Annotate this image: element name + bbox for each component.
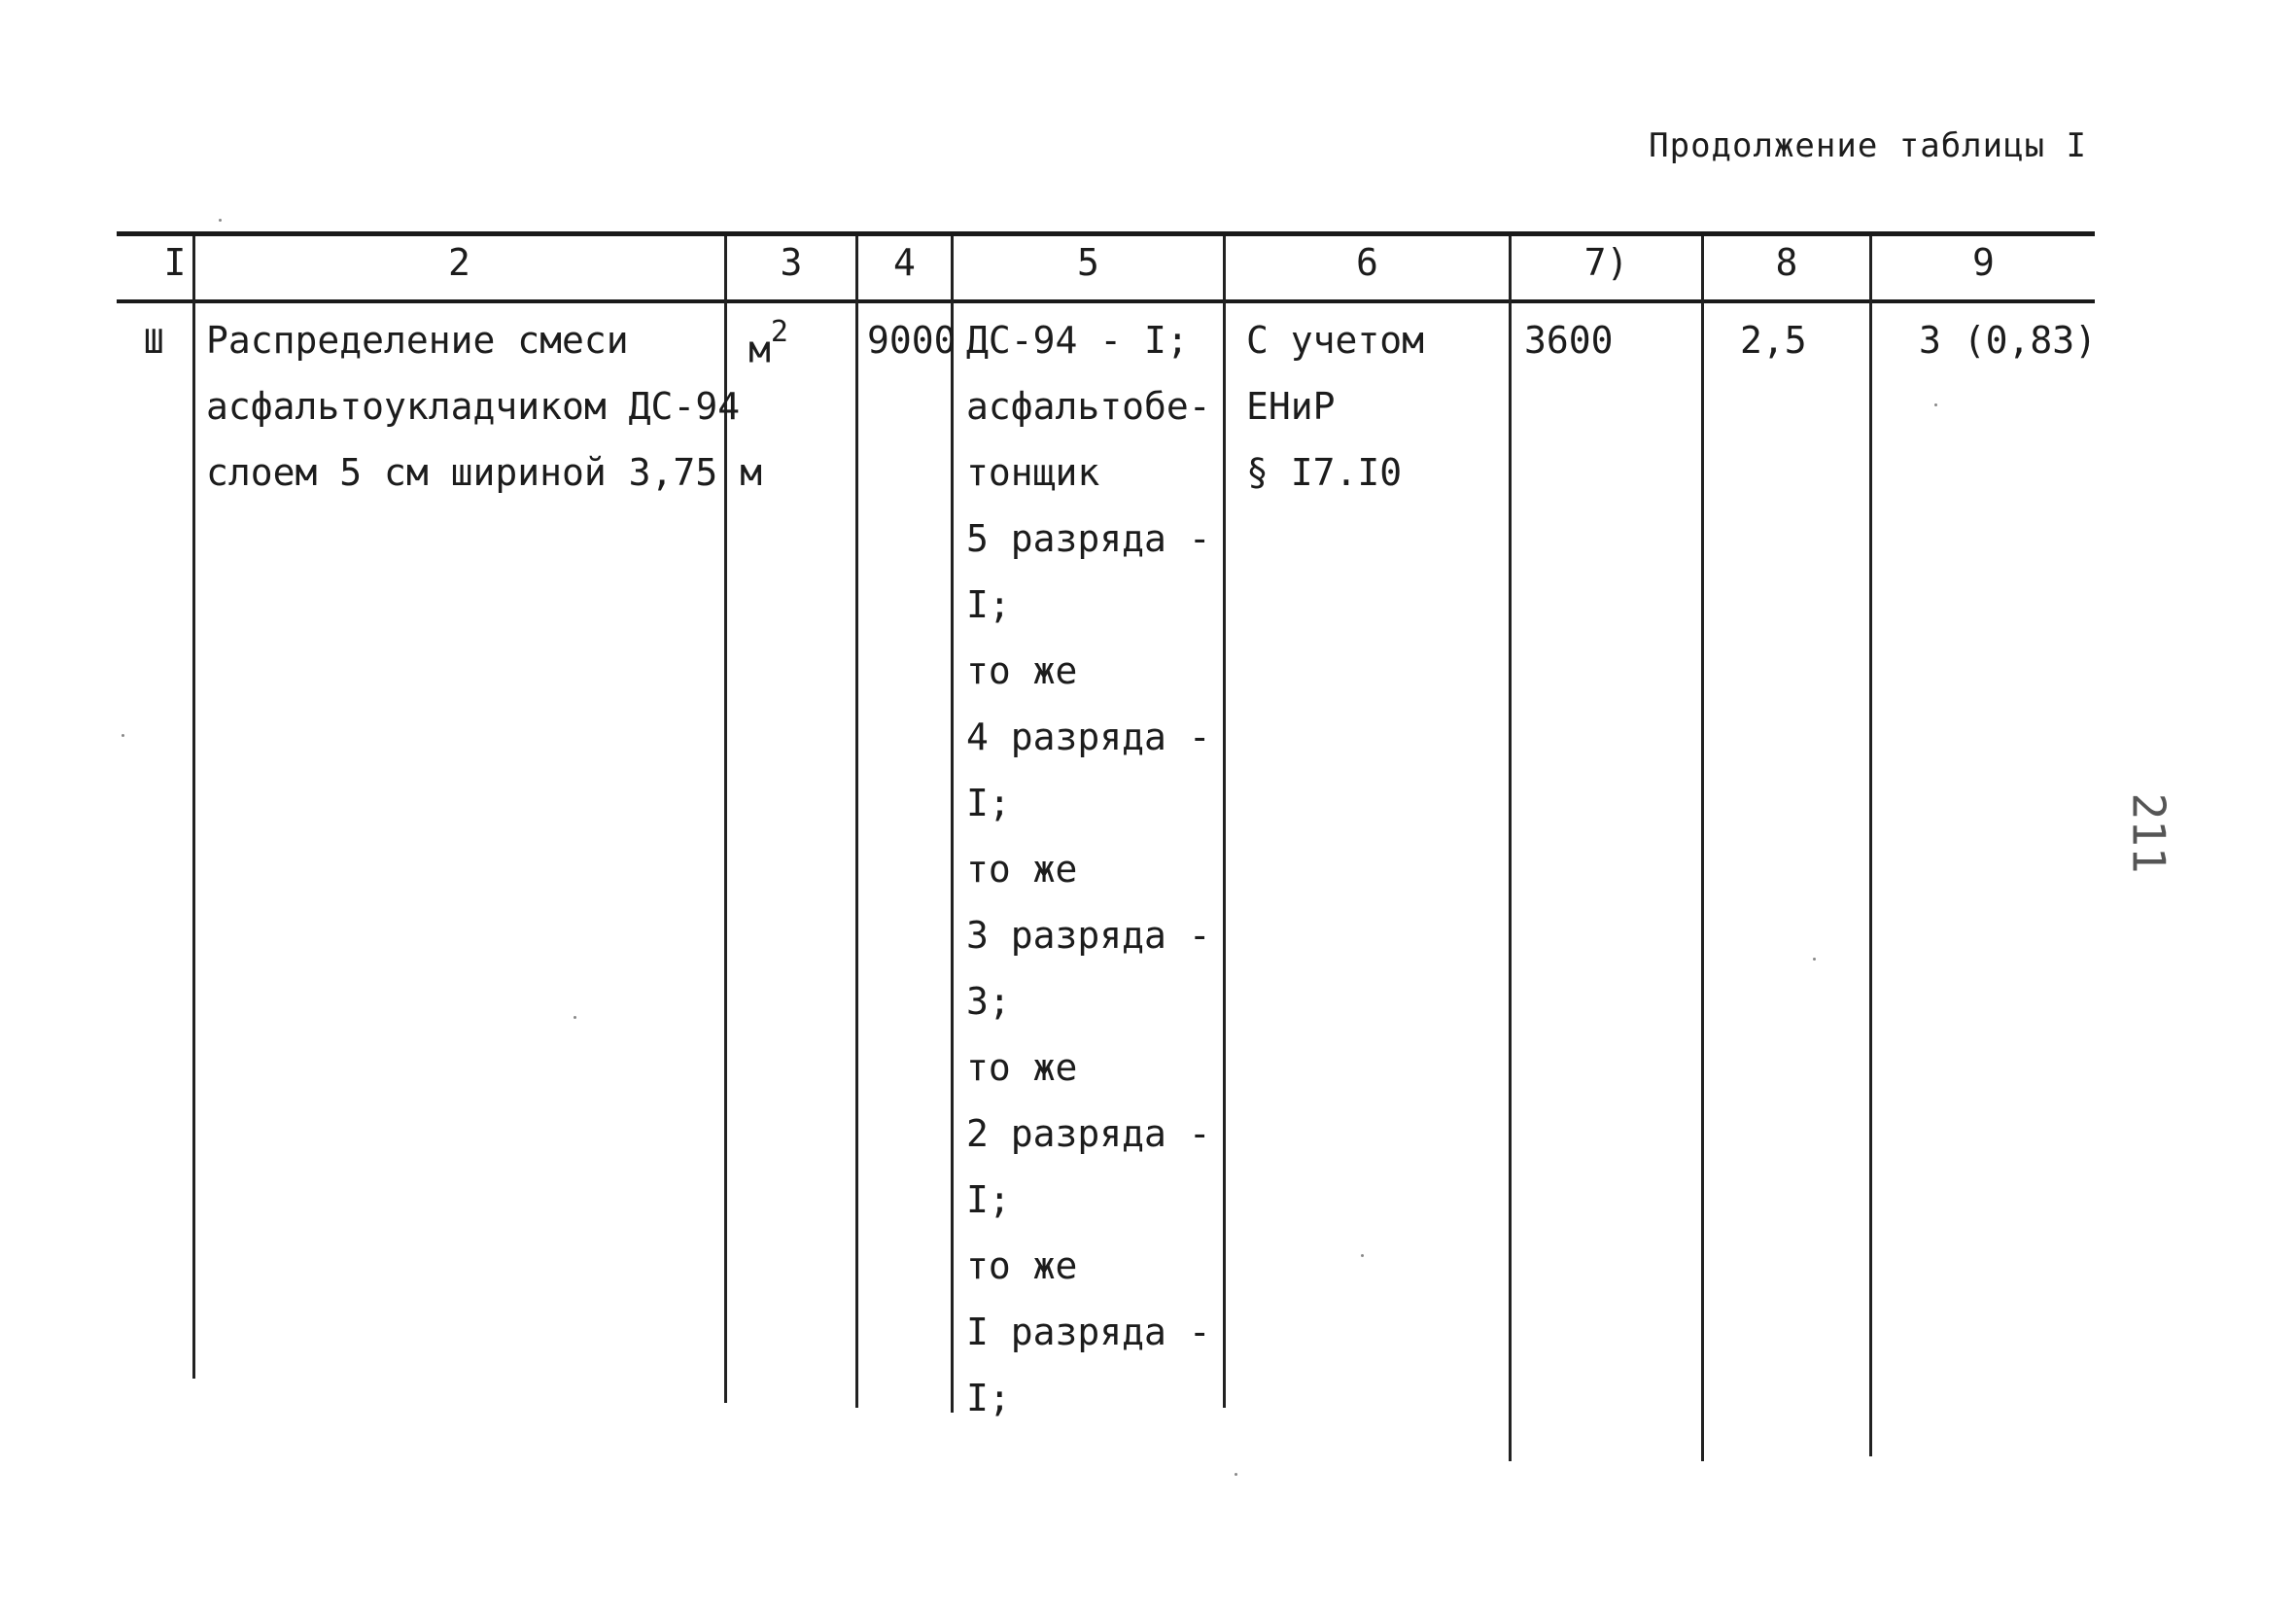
output-cell: 3600 (1524, 319, 1614, 362)
reference-line: С учетом (1246, 319, 1425, 362)
crew-count-cell: 3 (0,83) (1919, 319, 2098, 362)
column-divider (1223, 236, 1226, 1408)
column-divider (1509, 236, 1512, 1461)
row-index: Ш (144, 323, 164, 362)
header-bottom-rule (117, 299, 2095, 303)
header-col-1: I (163, 241, 187, 284)
crew-composition (966, 307, 1211, 1431)
crew-line: I; (966, 1178, 1011, 1221)
header-col-8: 8 (1775, 241, 1798, 284)
page-number: 211 (2122, 792, 2175, 874)
unit-exponent: 2 (770, 315, 788, 349)
reference-line: § I7.I0 (1246, 451, 1403, 494)
unit-cell (748, 307, 788, 383)
header-top-rule (117, 231, 2095, 236)
crew-line: 2 разряда - (966, 1112, 1211, 1155)
description-line: Распределение смеси (206, 319, 629, 362)
unit-text: м (748, 328, 771, 371)
crew-line: то же (966, 1046, 1078, 1089)
header-col-5: 5 (1077, 241, 1099, 284)
crew-line: ДС-94 - I; (966, 319, 1189, 362)
header-col-2: 2 (448, 241, 470, 284)
table-caption: Продолжение таблицы I (1649, 126, 2087, 165)
column-divider (1869, 236, 1872, 1456)
scan-speck (1235, 1473, 1237, 1476)
crew-line: 5 разряда - (966, 517, 1211, 560)
scan-speck (574, 1016, 576, 1019)
header-col-6: 6 (1356, 241, 1378, 284)
column-divider (192, 236, 195, 1379)
column-divider (855, 236, 858, 1408)
scan-speck (1813, 958, 1816, 961)
header-col-4: 4 (893, 241, 916, 284)
reference-line: ЕНиР (1246, 385, 1336, 428)
header-col-3: 3 (780, 241, 803, 284)
operation-description (206, 307, 762, 506)
norm-reference (1246, 307, 1424, 506)
column-divider (951, 236, 954, 1413)
volume-cell: 9000 (867, 319, 957, 362)
scan-speck (1934, 403, 1937, 406)
crew-line: 3 разряда - (966, 914, 1211, 957)
scan-speck (122, 734, 124, 737)
header-col-7: 7) (1583, 241, 1629, 284)
crew-line: тонщик (966, 451, 1100, 494)
description-line: асфальтоукладчиком ДС-94 (206, 385, 741, 428)
description-line: слоем 5 см шириной 3,75 м (206, 451, 762, 494)
crew-line: 4 разряда - (966, 716, 1211, 758)
ratio-cell: 2,5 (1740, 319, 1807, 362)
crew-line: то же (966, 848, 1078, 891)
crew-line: асфальтобе- (966, 385, 1211, 428)
header-col-9: 9 (1972, 241, 1995, 284)
crew-line: I; (966, 782, 1011, 824)
crew-line: I разряда - (966, 1311, 1211, 1353)
column-divider (1701, 236, 1704, 1461)
scan-speck (219, 219, 222, 222)
crew-line: I; (966, 583, 1011, 626)
crew-line: 3; (966, 980, 1011, 1023)
crew-line: I; (966, 1377, 1011, 1419)
crew-line: то же (966, 1244, 1078, 1287)
crew-line: то же (966, 649, 1078, 692)
scan-speck (1361, 1254, 1364, 1257)
